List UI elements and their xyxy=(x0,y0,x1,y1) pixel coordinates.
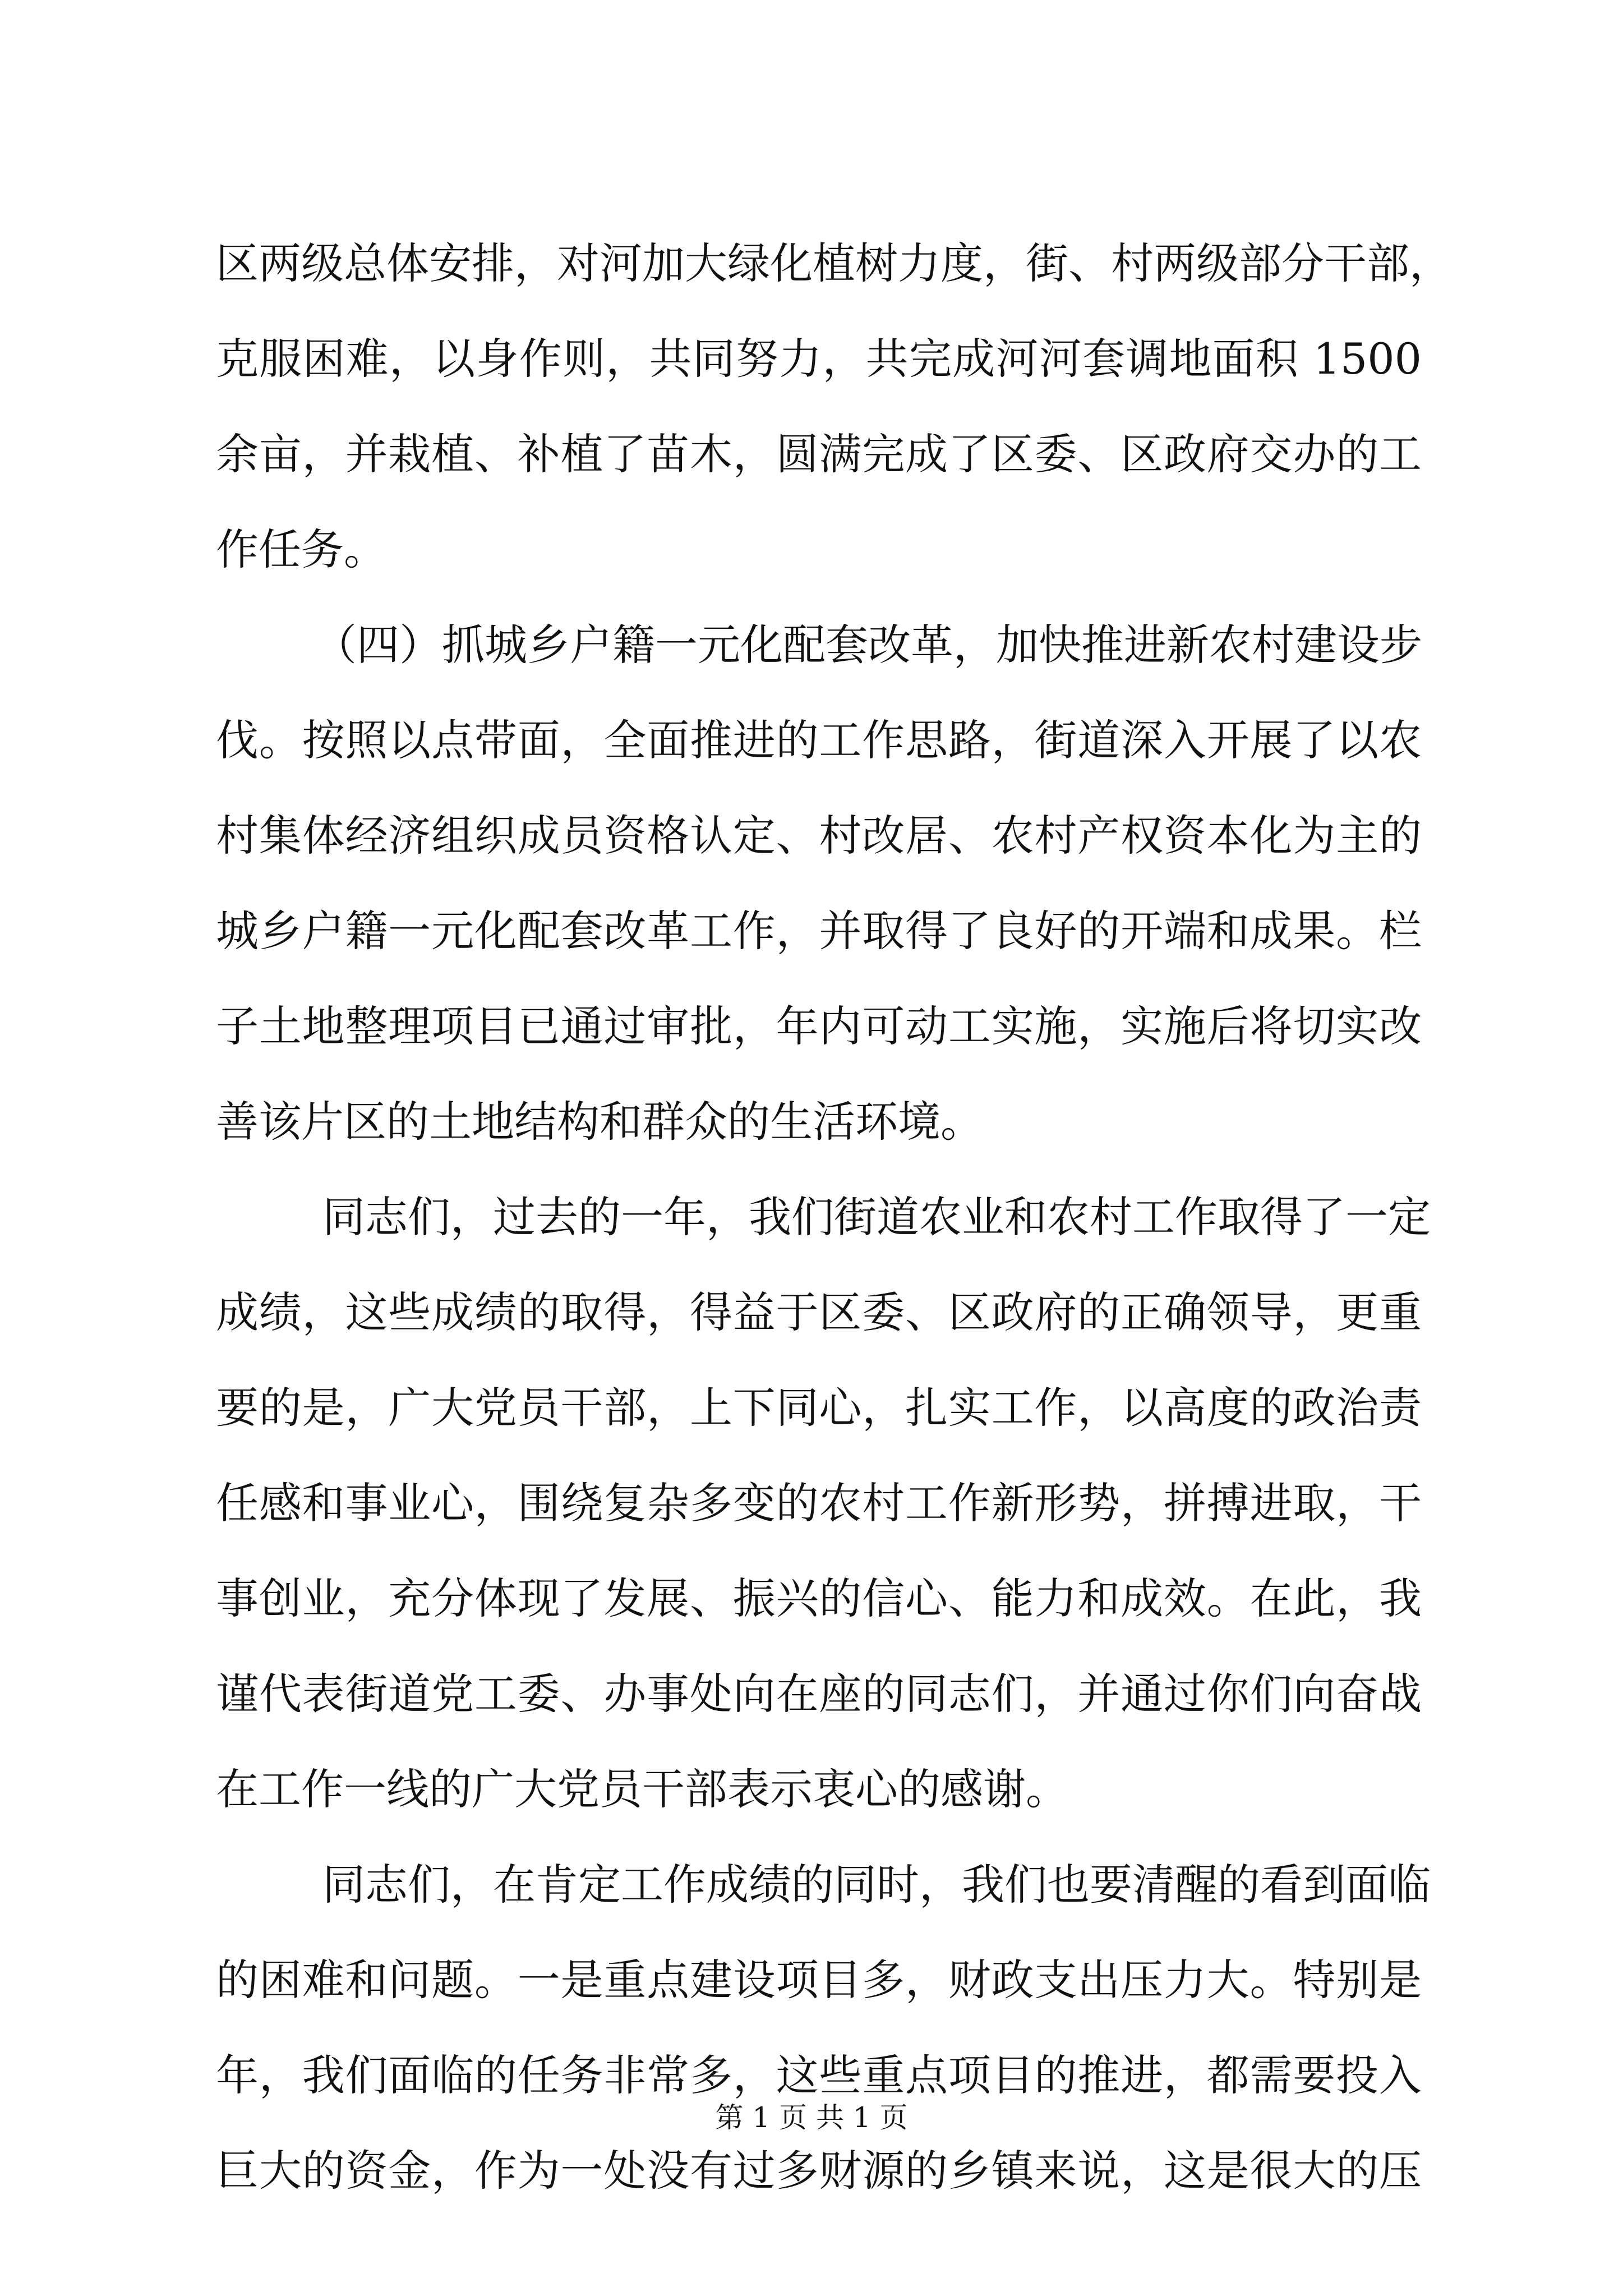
text-line: 作任务。 xyxy=(216,524,386,574)
text-line: 子土地整理项目已通过审批，年内可动工实施，实施后将切实改 xyxy=(216,1001,1422,1051)
text-line: 事创业，充分体现了发展、振兴的信心、能力和成效。在此，我 xyxy=(216,1573,1422,1623)
text-line: 要的是，广大党员干部，上下同心，扎实工作，以高度的政治责 xyxy=(216,1383,1422,1433)
text-line: 任感和事业心，围绕复杂多变的农村工作新形势，拼搏进取，干 xyxy=(216,1478,1422,1528)
text-line: 村集体经济组织成员资格认定、村改居、农村产权资本化为主的 xyxy=(216,811,1422,861)
text-line: 年，我们面临的任务非常多，这些重点项目的推进，都需要投入 xyxy=(216,2050,1422,2100)
text-line: 伐。按照以点带面，全面推进的工作思路，街道深入开展了以农 xyxy=(216,715,1422,765)
text-line: 区两级总体安排，对河加大绿化植树力度，街、村两级部分干部， xyxy=(216,238,1452,288)
text-line: 善该片区的土地结构和群众的生活环境。 xyxy=(216,1097,983,1147)
text-line: 巨大的资金，作为一处没有过多财源的乡镇来说，这是很大的压 xyxy=(216,2146,1422,2196)
text-line: 同志们，在肯定工作成绩的同时，我们也要清醒的看到面临 xyxy=(322,1860,1431,1910)
page-footer: 第 1 页 共 1 页 xyxy=(715,2101,908,2134)
text-line: 克服困难，以身作则，共同努力，共完成河河套调地面积 1500 xyxy=(216,334,1422,384)
text-line: 在工作一线的广大党员干部表示衷心的感谢。 xyxy=(216,1764,1068,1814)
text-line: 成绩，这些成绩的取得，得益于区委、区政府的正确领导，更重 xyxy=(216,1287,1422,1337)
section-heading-line: （四）抓城乡户籍一元化配套改革，加快推进新农村建设步 xyxy=(314,620,1422,670)
text-line: 城乡户籍一元化配套改革工作，并取得了良好的开端和成果。栏 xyxy=(216,906,1422,956)
text-line: 同志们，过去的一年，我们街道农业和农村工作取得了一定 xyxy=(322,1192,1431,1242)
text-line: 余亩，并栽植、补植了苗木，圆满完成了区委、区政府交办的工 xyxy=(216,429,1422,479)
document-body xyxy=(216,216,1452,2219)
text-line: 的困难和问题。一是重点建设项目多，财政支出压力大。特别是 xyxy=(216,1955,1422,2005)
text-line: 谨代表街道党工委、办事处向在座的同志们，并通过你们向奋战 xyxy=(216,1669,1422,1719)
